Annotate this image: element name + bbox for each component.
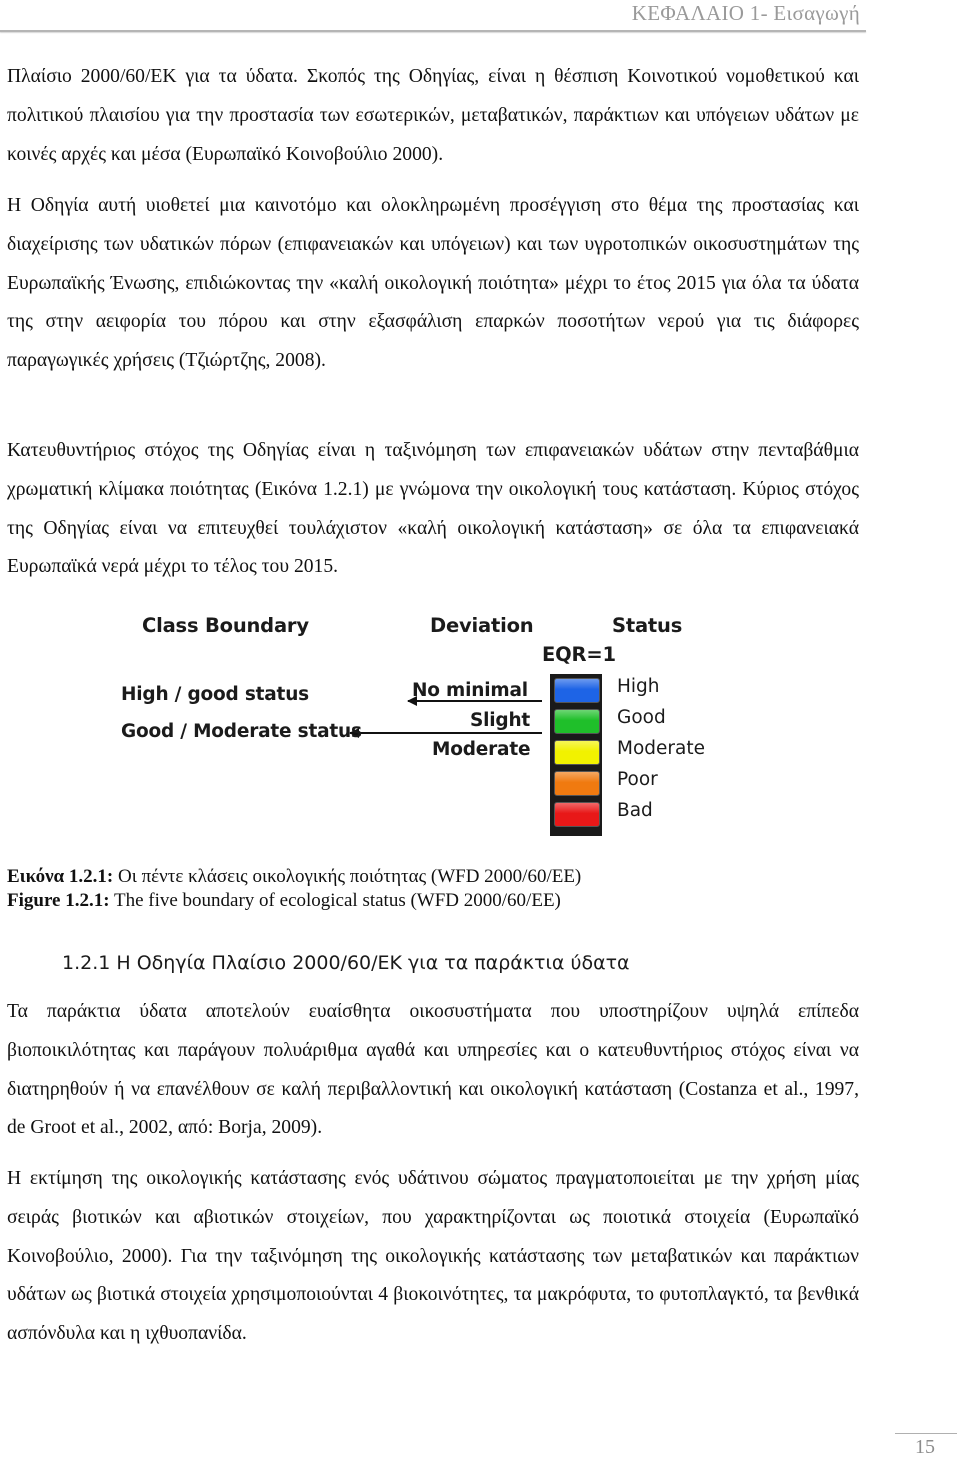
paragraph-5: Η εκτίμηση της οικολογικής κατάστασης ενός υδάτινου σώματος πραγματοποιείται με την χρήση μίας σειράς βιοτικών και αβιοτικών στοιχείων, που χαρακτηρίζονται ως ποιοτικά στοιχεία (Ευρωπαϊκό Κοινοβούλιο, 2000). Για την ταξινόμηση της οικολογικής κατάστασης των μεταβατικών και παράκτιων υδάτων ως βιοτικά στοιχεία χρησιμοποιούνται 4 βιοκοινότητες, τα μακρόφυτα, το φυτοπλαγκτό, τα βενθικά ασπόνδυλα και η ιχθυοπανίδα. [7, 1168, 859, 1345]
caption-greek-label: Εικόνα 1.2.1: [7, 866, 114, 887]
status-label-bad: Bad [617, 800, 653, 821]
eqr-label: EQR=1 [542, 643, 616, 666]
deviation-header: Deviation [430, 614, 534, 637]
status-swatch-moderate [554, 740, 600, 765]
status-label-poor: Poor [617, 769, 658, 790]
paragraph-2: Η Οδηγία αυτή υιοθετεί μια καινοτόμο και ολοκληρωμένη προσέγγιση στο θέμα της προστασίας και διαχείρισης των υδατικών πόρων (επιφανειακών και υπόγειων) και των υγροτοπικών οικοσυστημάτων της Ευρωπαϊκής Ένωσης, επιδιώκοντας την «καλή οικολογική ποιότητα» μέχρι το έτος 2015 για όλα τα ύδατα της στην αειφορία του πόρου και στην εξασφάλιση επαρκών ποσοτήτων νερού για τις διάφορες παραγωγικές χρήσεις (Τζιώρτζης, 2008). [7, 195, 859, 372]
caption-english-text: The five boundary of ecological status (WFD 2000/60/EE) [109, 890, 561, 911]
caption-english [7, 889, 561, 913]
deviation-moderate: Moderate [432, 739, 531, 760]
paragraph-3: Κατευθυντήριος στόχος της Οδηγίας είναι η ταξινόμηση των επιφανειακών υδάτων στην πενταβάθμια χρωματική κλίμακα ποιότητας (Εικόνα 1.2.1) με γνώμονα την οικολογική τους κατάσταση. Κύριος στόχος της Οδηγίας είναι να επιτευχθεί τουλάχιστον «καλή οικολογική κατάσταση» σε όλα τα επιφανειακά Ευρωπαϊκά νερά μέχρι το τέλος του 2015. [7, 440, 859, 578]
status-swatch-bad [554, 802, 600, 827]
status-swatch-good [554, 709, 600, 734]
running-header: ΚΕΦΑΛΑΙΟ 1- Εισαγωγή [631, 1, 860, 25]
footer-rule [895, 1433, 957, 1434]
page-number: 15 [915, 1436, 935, 1458]
deviation-no-minimal: No minimal [412, 680, 528, 701]
section-heading: 1.2.1 Η Οδηγία Πλαίσιο 2000/60/ΕΚ για τα παράκτια ύδατα [62, 952, 630, 974]
class-boundary-header: Class Boundary [142, 614, 309, 637]
boundary-good-moderate: Good / Moderate status [121, 721, 362, 742]
caption-english-label: Figure 1.2.1: [7, 890, 110, 911]
ecological-status-figure [110, 604, 720, 844]
status-header: Status [612, 614, 683, 637]
caption-greek-text: Οι πέντε κλάσεις οικολογικής ποιότητας (WFD 2000/60/ΕΕ) [113, 866, 582, 887]
caption-greek [7, 865, 581, 889]
status-label-moderate: Moderate [617, 738, 705, 759]
deviation-slight: Slight [470, 710, 531, 731]
status-label-high: High [617, 676, 660, 697]
paragraph-4: Τα παράκτια ύδατα αποτελούν ευαίσθητα οικοσυστήματα που υποστηρίζουν υψηλά επίπεδα βιοποικιλότητας και παράγουν πολυάριθμα αγαθά και υπηρεσίες και ο κατευθυντήριος στόχος είναι να διατηρηθούν ή να επανέλθουν σε καλή περιβαλλοντική και οικολογική κατάσταση (Costanza et al., 1997, de Groot et al., 2002, από: Borja, 2009). [7, 1001, 859, 1139]
header-rule [0, 30, 866, 32]
paragraph-1: Πλαίσιο 2000/60/ΕΚ για τα ύδατα. Σκοπός της Οδηγίας, είναι η θέσπιση Κοινοτικού νομοθετικού και πολιτικού πλαισίου για την προστασία των εσωτερικών, μεταβατικών, παράκτιων και υπόγειων υδάτων με κοινές αρχές και μέσα (Ευρωπαϊκό Κοινοβούλιο 2000). [7, 66, 859, 165]
boundary-high-good: High / good status [121, 684, 309, 705]
status-swatch-poor [554, 771, 600, 796]
status-swatch-high [554, 678, 600, 703]
status-label-good: Good [617, 707, 666, 728]
